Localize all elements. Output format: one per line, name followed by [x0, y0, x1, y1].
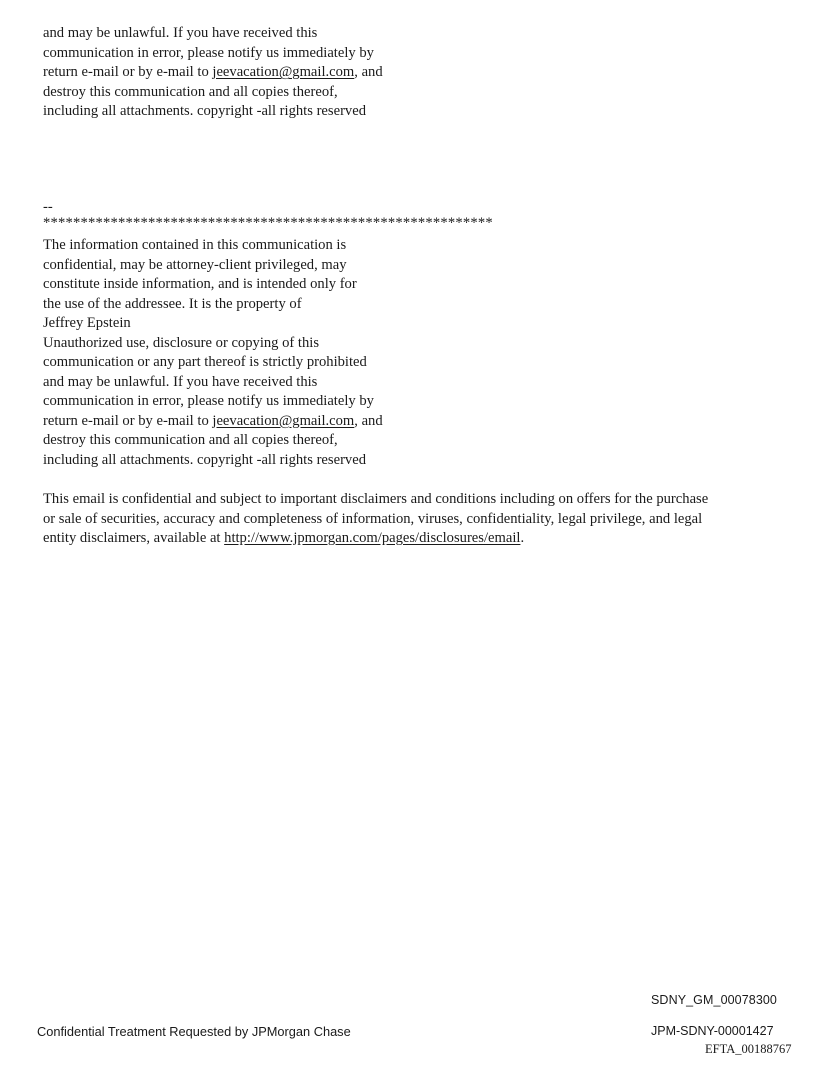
- text-segment: , and: [354, 64, 383, 80]
- text-segment: , and: [354, 412, 383, 429]
- text-line: This email is confidential and subject to important disclaimers and conditions including on offers for the purchase: [43, 491, 709, 507]
- text-segment: return e-mail or by e-mail to: [43, 64, 213, 80]
- text-line: Jeffrey Epstein: [43, 315, 131, 331]
- text-line: Unauthorized use, disclosure or copying of this: [43, 334, 320, 351]
- text-line: constitute inside information, and is intended only for: [43, 276, 357, 292]
- text-line: confidential, may be attorney-client privileged, may: [43, 256, 347, 273]
- text-line: including all attachments. copyright -all rights reserved: [43, 103, 366, 119]
- disclaimer-continuation: [43, 24, 383, 122]
- text-line: The information contained in this communication is: [43, 237, 347, 253]
- text-line: including all attachments. copyright -all rights reserved: [43, 451, 366, 468]
- text-line: or sale of securities, accuracy and completeness of information, viruses, confidentiality, legal privilege, and legal: [43, 510, 703, 527]
- text-line: and may be unlawful. If you have received this: [43, 373, 318, 390]
- text-line: communication in error, please notify us immediately by: [43, 393, 374, 409]
- confidentiality-disclaimer: [43, 236, 383, 470]
- confidential-footer: Confidential Treatment Requested by JPMorgan Chase: [37, 1024, 351, 1039]
- text-line: the use of the addressee. It is the property of: [43, 295, 302, 312]
- text-line: [43, 412, 383, 432]
- bates-number-efta: EFTA_00188767: [705, 1042, 792, 1056]
- bates-number-jpm: JPM-SDNY-00001427: [651, 1024, 774, 1038]
- signature-separator: --: [43, 199, 53, 215]
- text-line: communication in error, please notify us immediately by: [43, 44, 374, 61]
- bates-number-sdny: SDNY_GM_00078300: [651, 993, 777, 1007]
- text-line: destroy this communication and all copies thereof,: [43, 432, 338, 448]
- text-segment: .: [520, 530, 525, 546]
- text-line: destroy this communication and all copies thereof,: [43, 83, 338, 100]
- text-line: [43, 63, 383, 83]
- email-link[interactable]: jeevacation@gmail.com: [212, 64, 355, 80]
- disclosures-link[interactable]: http://www.jpmorgan.com/pages/disclosures/email: [224, 530, 521, 546]
- jpmorgan-email-notice: [43, 490, 783, 549]
- asterisk-divider: ************************************************************: [43, 215, 493, 231]
- text-line: [43, 529, 783, 549]
- text-segment: entity disclaimers, available at: [43, 530, 225, 546]
- text-line: communication or any part thereof is strictly prohibited: [43, 354, 367, 370]
- text-line: and may be unlawful. If you have received this: [43, 25, 318, 41]
- email-link[interactable]: jeevacation@gmail.com: [212, 412, 355, 429]
- text-segment: return e-mail or by e-mail to: [43, 412, 213, 429]
